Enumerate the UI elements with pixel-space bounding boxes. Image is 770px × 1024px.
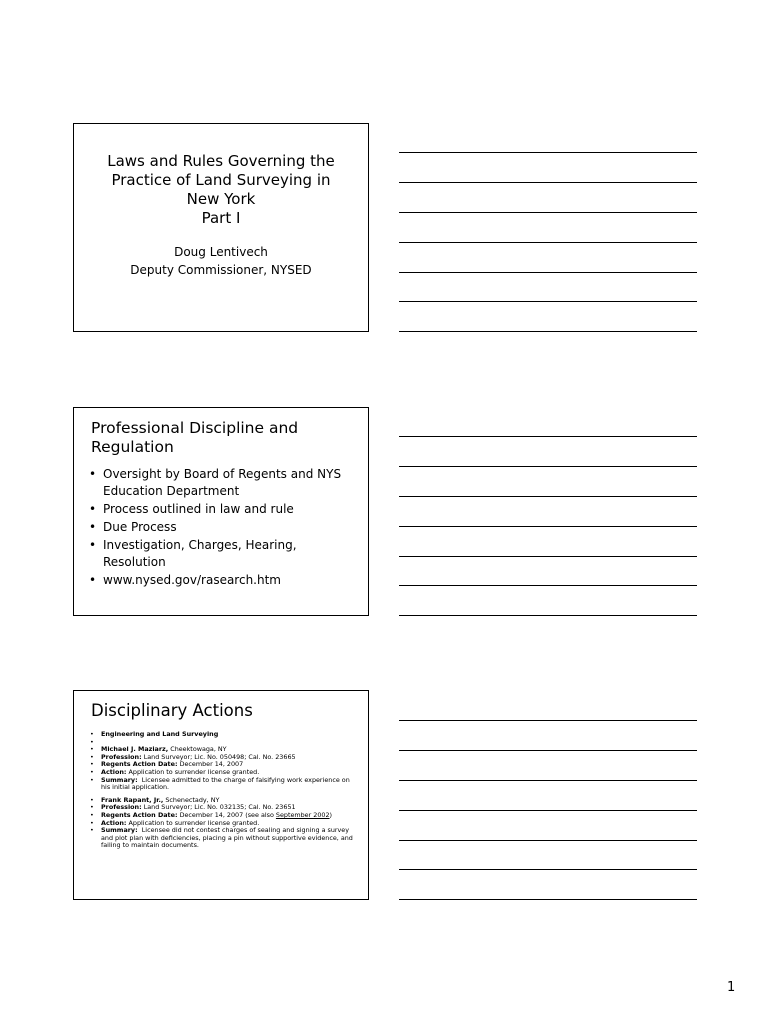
september-2002-link[interactable]: September 2002 xyxy=(275,810,330,819)
bullet-icon: • xyxy=(90,818,94,827)
notes-line xyxy=(399,840,697,841)
title-line: Practice of Land Surveying in xyxy=(111,171,331,189)
field-label: Profession: xyxy=(101,803,142,812)
field-label: Profession: xyxy=(101,752,142,761)
bullet-text: Due Process xyxy=(103,520,177,534)
field-value: Land Surveyor; Lic. No. 050498; Cal. No. 23665 xyxy=(143,752,296,761)
notes-line xyxy=(399,526,697,527)
slide-3-title: Disciplinary Actions xyxy=(91,701,253,720)
bullet-icon: • xyxy=(89,538,97,552)
notes-line xyxy=(399,750,697,751)
bullet-icon: • xyxy=(89,520,97,534)
list-item xyxy=(87,537,360,571)
notes-line xyxy=(399,720,697,721)
author-name: Doug Lentivech xyxy=(174,245,268,259)
notes-line xyxy=(399,212,697,213)
bullet-icon: • xyxy=(89,573,97,587)
licensee-name: Michael J. Maziarz, xyxy=(101,745,169,754)
list-item xyxy=(89,731,354,739)
bullet-icon: • xyxy=(90,810,94,819)
bullet-icon: • xyxy=(89,502,97,516)
list-item xyxy=(87,466,360,500)
bullet-icon: • xyxy=(90,775,94,784)
bullet-icon: • xyxy=(90,767,94,776)
slide-1-title xyxy=(74,152,368,228)
bullet-icon: • xyxy=(89,467,97,481)
field-value: ) xyxy=(329,810,333,819)
notes-line xyxy=(399,272,697,273)
notes-line xyxy=(399,615,697,616)
notes-line xyxy=(399,242,697,243)
notes-line xyxy=(399,301,697,302)
author-role: Deputy Commissioner, NYSED xyxy=(130,263,312,277)
notes-line xyxy=(399,585,697,586)
notes-line xyxy=(399,466,697,467)
list-item xyxy=(89,777,354,792)
field-label: Action: xyxy=(101,818,127,827)
licensee-location: Schenectady, NY xyxy=(165,795,220,804)
bullet-icon: • xyxy=(90,760,94,769)
bullet-icon: • xyxy=(90,826,94,835)
notes-line xyxy=(399,496,697,497)
bullet-text: Process outlined in law and rule xyxy=(103,502,294,516)
notes-line xyxy=(399,152,697,153)
field-value: Licensee did not contest charges of sealing and signing a survey and plot plan with deficiencies, placing a pin without supportive evidence, and failing to maintain documents. xyxy=(101,826,353,850)
slide-3 xyxy=(73,690,369,900)
bullet-icon: • xyxy=(90,730,94,738)
notes-line xyxy=(399,869,697,870)
field-label: Summary: xyxy=(101,775,138,784)
page-number: 1 xyxy=(727,980,736,995)
bullet-text: Investigation, Charges, Hearing, Resolution xyxy=(103,538,297,569)
notes-line xyxy=(399,182,697,183)
field-value: December 14, 2007 xyxy=(179,760,244,769)
bullet-icon: • xyxy=(90,737,94,746)
field-label: Summary: xyxy=(101,826,138,835)
list-item xyxy=(87,572,360,589)
notes-line xyxy=(399,436,697,437)
section-heading: Engineering and Land Surveying xyxy=(101,730,219,738)
field-value: Licensee admitted to the charge of falsifying work experience on his initial application. xyxy=(101,775,350,792)
title-line: Laws and Rules Governing the xyxy=(107,152,335,170)
notes-line xyxy=(399,331,697,332)
slide-1-subtitle xyxy=(74,243,368,279)
bullet-text: Oversight by Board of Regents and NYS Education Department xyxy=(103,467,342,498)
bullet-icon: • xyxy=(90,745,94,754)
slide-2-bullet-list xyxy=(87,466,360,590)
field-value: Application to surrender license granted. xyxy=(128,818,260,827)
notes-line xyxy=(399,556,697,557)
slide-1 xyxy=(73,123,369,332)
list-item xyxy=(89,827,354,850)
field-label: Regents Action Date: xyxy=(101,760,178,769)
slide-3-bullet-list xyxy=(89,731,354,850)
notes-line xyxy=(399,899,697,900)
field-value: Application to surrender license granted. xyxy=(128,767,260,776)
notes-line xyxy=(399,810,697,811)
slide-2 xyxy=(73,407,369,616)
title-line: Part I xyxy=(201,209,241,227)
field-value: Land Surveyor; Lic. No. 032135; Cal. No. 23651 xyxy=(143,803,296,812)
licensee-name: Frank Rapant, Jr., xyxy=(101,795,164,804)
bullet-icon: • xyxy=(90,752,94,761)
url-text[interactable]: www.nysed.gov/rasearch.htm xyxy=(103,573,281,587)
slide-2-title: Professional Discipline and Regulation xyxy=(91,419,299,456)
bullet-icon: • xyxy=(90,803,94,812)
bullet-icon: • xyxy=(90,795,94,804)
list-item xyxy=(87,501,360,518)
field-label: Action: xyxy=(101,767,127,776)
title-line: New York xyxy=(186,190,256,208)
field-label: Regents Action Date: xyxy=(101,810,178,819)
notes-line xyxy=(399,780,697,781)
licensee-location: Cheektowaga, NY xyxy=(170,745,227,754)
list-item xyxy=(87,519,360,536)
field-value: December 14, 2007 (see also xyxy=(179,810,274,819)
